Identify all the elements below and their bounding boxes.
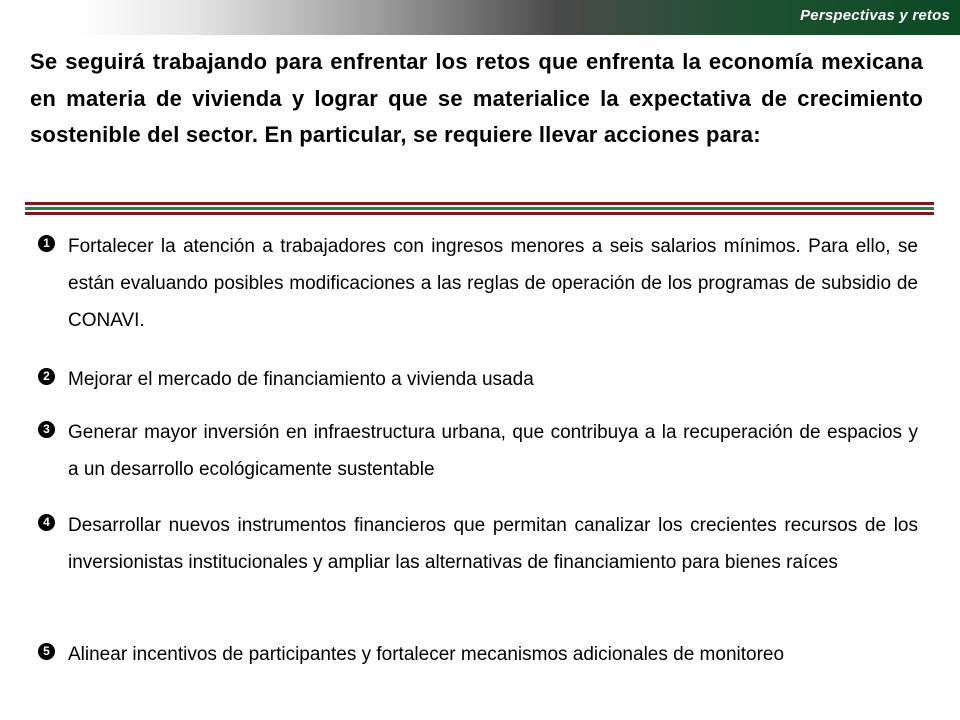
intro-paragraph: Se seguirá trabajando para enfrentar los retos que enfrenta la economía mexicana en materia de vivienda y lograr que se materialice la expectativa de crecimiento sostenible del sector. En particular, se requiere llevar acciones para: [30,49,923,147]
list-item-text: Mejorar el mercado de financiamiento a vivienda usada [68,369,534,390]
list-item-text: Fortalecer la atención a trabajadores con ingresos menores a seis salarios mínimos. Para ello, se están evaluando posibles modificaciones a las reglas de operación de los programas de subsidio de CONAVI. [68,236,918,331]
number-2-icon: 2 [38,368,55,385]
list-item-text: Desarrollar nuevos instrumentos financieros que permitan canalizar los crecientes recursos de los inversionistas institucionales y ampliar las alternativas de financiamiento para bienes raíces [68,515,918,573]
list-item-text: Generar mayor inversión en infraestructura urbana, que contribuya a la recuperación de espacios y a un desarrollo ecológicamente sustentable [68,422,918,480]
section-title: Perspectivas y retos [800,7,950,24]
list-item [38,229,918,339]
list-item [38,362,918,399]
list-item [38,415,918,489]
divider-red-bottom [25,212,934,215]
divider-red-top [25,202,934,205]
list-item [38,508,918,582]
number-3-icon: 3 [38,421,55,438]
list-item [38,637,918,674]
number-1-icon: 1 [38,235,55,252]
list-item-text: Alinear incentivos de participantes y fortalecer mecanismos adicionales de monitoreo [68,644,785,665]
header-bar [0,0,960,35]
number-5-icon: 5 [38,643,55,660]
number-4-icon: 4 [38,514,55,531]
divider-green [25,207,934,210]
